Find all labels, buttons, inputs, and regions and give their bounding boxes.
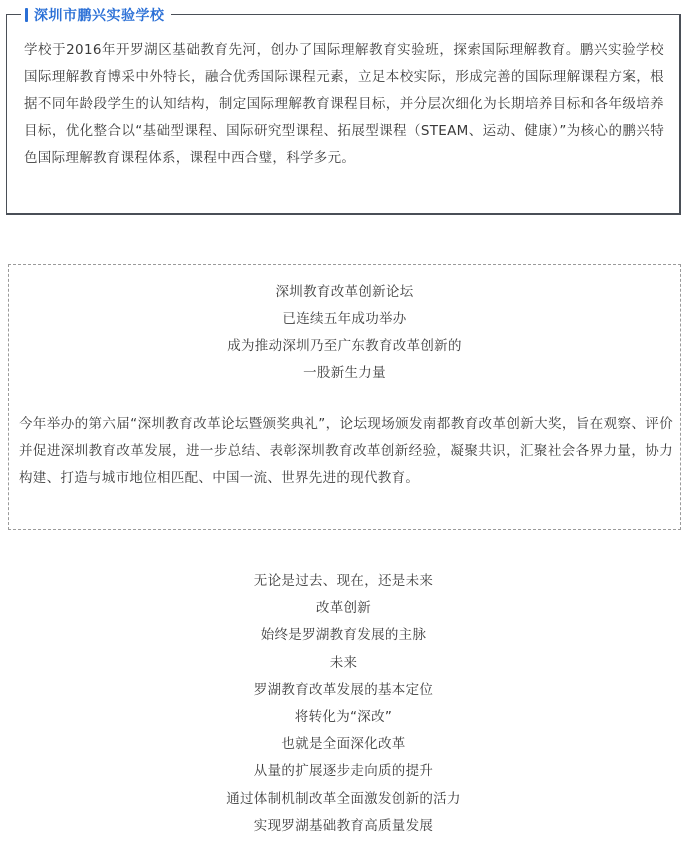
closing-line: 罗湖教育改革发展的基本定位: [253, 681, 434, 698]
closing-line: 无论是过去、现在，还是未来: [253, 573, 434, 589]
closing-line: 始终是罗湖教育发展的主脉: [260, 627, 427, 644]
closing-line: 从量的扩展逐步走向质的提升: [253, 763, 434, 780]
closing-line: 也就是全面深化改革: [281, 736, 406, 753]
closing-verse: [0, 568, 687, 840]
school-title: 深圳市鹏兴实验学校: [34, 8, 165, 24]
title-accent-bar: [25, 8, 28, 22]
forum-headline-line: 深圳教育改革创新论坛: [275, 284, 414, 300]
closing-line: 实现罗湖基础教育高质量发展: [253, 817, 434, 834]
forum-paragraph: 今年举办的第六届“深圳教育改革论坛暨颁奖典礼”，论坛现场颁发南都教育改革创新大奖，旨在观察、评价并促进深圳教育改革发展，进一步总结、表彰深圳教育改革创新经验，凝聚共识，汇聚社会各界力量，协力构建、打造与城市地位相匹配、中国一流、世界先进的现代教育。: [19, 416, 673, 486]
forum-info-card: [8, 264, 681, 530]
closing-line: 改革创新: [315, 600, 372, 617]
school-intro-card: [6, 8, 681, 215]
closing-line: 将转化为“深改”: [294, 709, 393, 726]
forum-headline-block: [9, 279, 680, 387]
school-intro-paragraph: 学校于2016年开罗湖区基础教育先河，创办了国际理解教育实验班，探索国际理解教育。鹏兴实验学校国际理解教育博采中外特长，融合优秀国际课程元素，立足本校实际，形成完善的国际理解课程方案，根据不同年龄段学生的认知结构，制定国际理解教育课程目标，并分层次细化为长期培养目标和各年级培养目标，优化整合以“基础型课程、国际研究型课程、拓展型课程（STEAM、运动、健康）”为核心的鹏兴特色国际理解教育课程体系，课程中西合璧，科学多元。: [24, 42, 664, 166]
forum-headline-line: 成为推动深圳乃至广东教育改革创新的: [227, 338, 462, 354]
closing-line: 通过体制机制改革全面激发创新的活力: [226, 790, 461, 807]
school-title-tag: [21, 5, 171, 25]
forum-headline-line: 已连续五年成功举办: [282, 311, 407, 327]
forum-headline-line: 一股新生力量: [303, 365, 386, 381]
closing-line: 未来: [329, 654, 358, 671]
